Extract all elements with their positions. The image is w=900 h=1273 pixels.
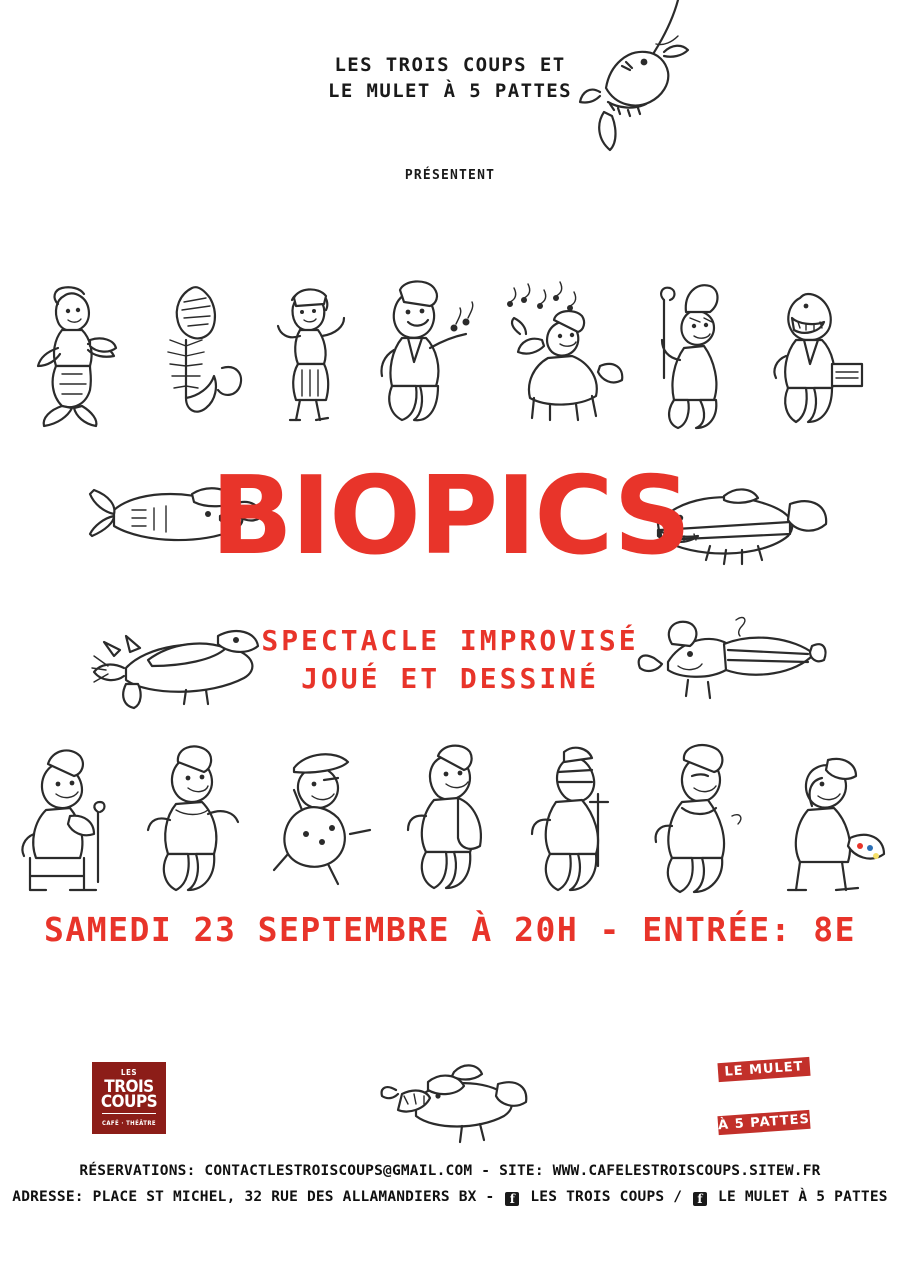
logo-les-trois-coups <box>92 1062 166 1134</box>
presentent-label: PRÉSENTENT <box>404 168 496 183</box>
knight-fish-icon <box>524 742 634 892</box>
footer-fb-page-2: LE MULET À 5 PATTES <box>718 1189 888 1205</box>
caped-fish-icon <box>400 742 510 892</box>
egyptian-figure-icon <box>266 278 356 428</box>
top-character-row <box>0 268 900 428</box>
footer-fb-page-1: LES TROIS COUPS / <box>530 1189 683 1205</box>
conductor-fish-icon <box>370 278 490 428</box>
logo-mulet-top: LE MULET <box>717 1057 810 1082</box>
pirate-starfish-icon <box>266 742 386 892</box>
footer-line-reservations: RÉSERVATIONS: CONTACTLESTROISCOUPS@GMAIL.COM - SITE: WWW.CAFELESTROISCOUPS.SITEW.FR <box>79 1163 821 1179</box>
presenter-line-2: LE MULET À 5 PATTES <box>328 80 572 102</box>
logo-trois-line-2: TROIS <box>104 1077 154 1097</box>
painter-fish-icon <box>772 742 892 892</box>
logo-trois-line-3: COUPS <box>100 1092 158 1112</box>
logo-le-mulet-a-5-pattes <box>718 1060 810 1144</box>
dancing-fish-icon <box>142 742 252 892</box>
logo-trois-line-4: CAFÉ · THÉÂTRE <box>102 1113 156 1131</box>
violinist-creature-icon <box>504 278 634 428</box>
footer-address-text: ADRESSE: PLACE ST MICHEL, 32 RUE DES ALLAMANDIERS BX - <box>12 1189 495 1205</box>
wizard-fish-icon <box>648 278 748 428</box>
fish-skeleton-icon <box>152 278 252 428</box>
elvis-fish-icon <box>648 742 758 892</box>
bottom-character-row <box>0 732 900 892</box>
kissing-fish-icon <box>628 604 828 714</box>
facebook-icon-1[interactable]: f <box>505 1192 519 1206</box>
logo-trois-line-1: LES <box>120 1068 138 1077</box>
mermaid-with-palette-icon <box>28 278 138 428</box>
page-title: BIOPICS <box>210 454 690 579</box>
subtitle-line-1: SPECTACLE IMPROVISÉ <box>261 624 639 657</box>
footer-block <box>0 1158 900 1210</box>
presenters-block <box>0 52 900 104</box>
seated-old-fish-icon <box>8 742 128 892</box>
facebook-icon-2[interactable]: f <box>693 1192 707 1206</box>
logo-mulet-bottom: À 5 PATTES <box>717 1110 810 1135</box>
footer-line-address <box>0 1184 900 1210</box>
reclining-cat-fish-icon <box>86 612 266 712</box>
subtitle-line-2: JOUÉ ET DESSINÉ <box>301 662 599 695</box>
blonde-shark-icon <box>372 1054 532 1154</box>
event-dateline: SAMEDI 23 SEPTEMBRE À 20H - ENTRÉE: 8E <box>44 910 856 949</box>
presenter-line-1: LES TROIS COUPS ET <box>334 54 566 76</box>
boxer-shark-icon <box>762 278 872 428</box>
